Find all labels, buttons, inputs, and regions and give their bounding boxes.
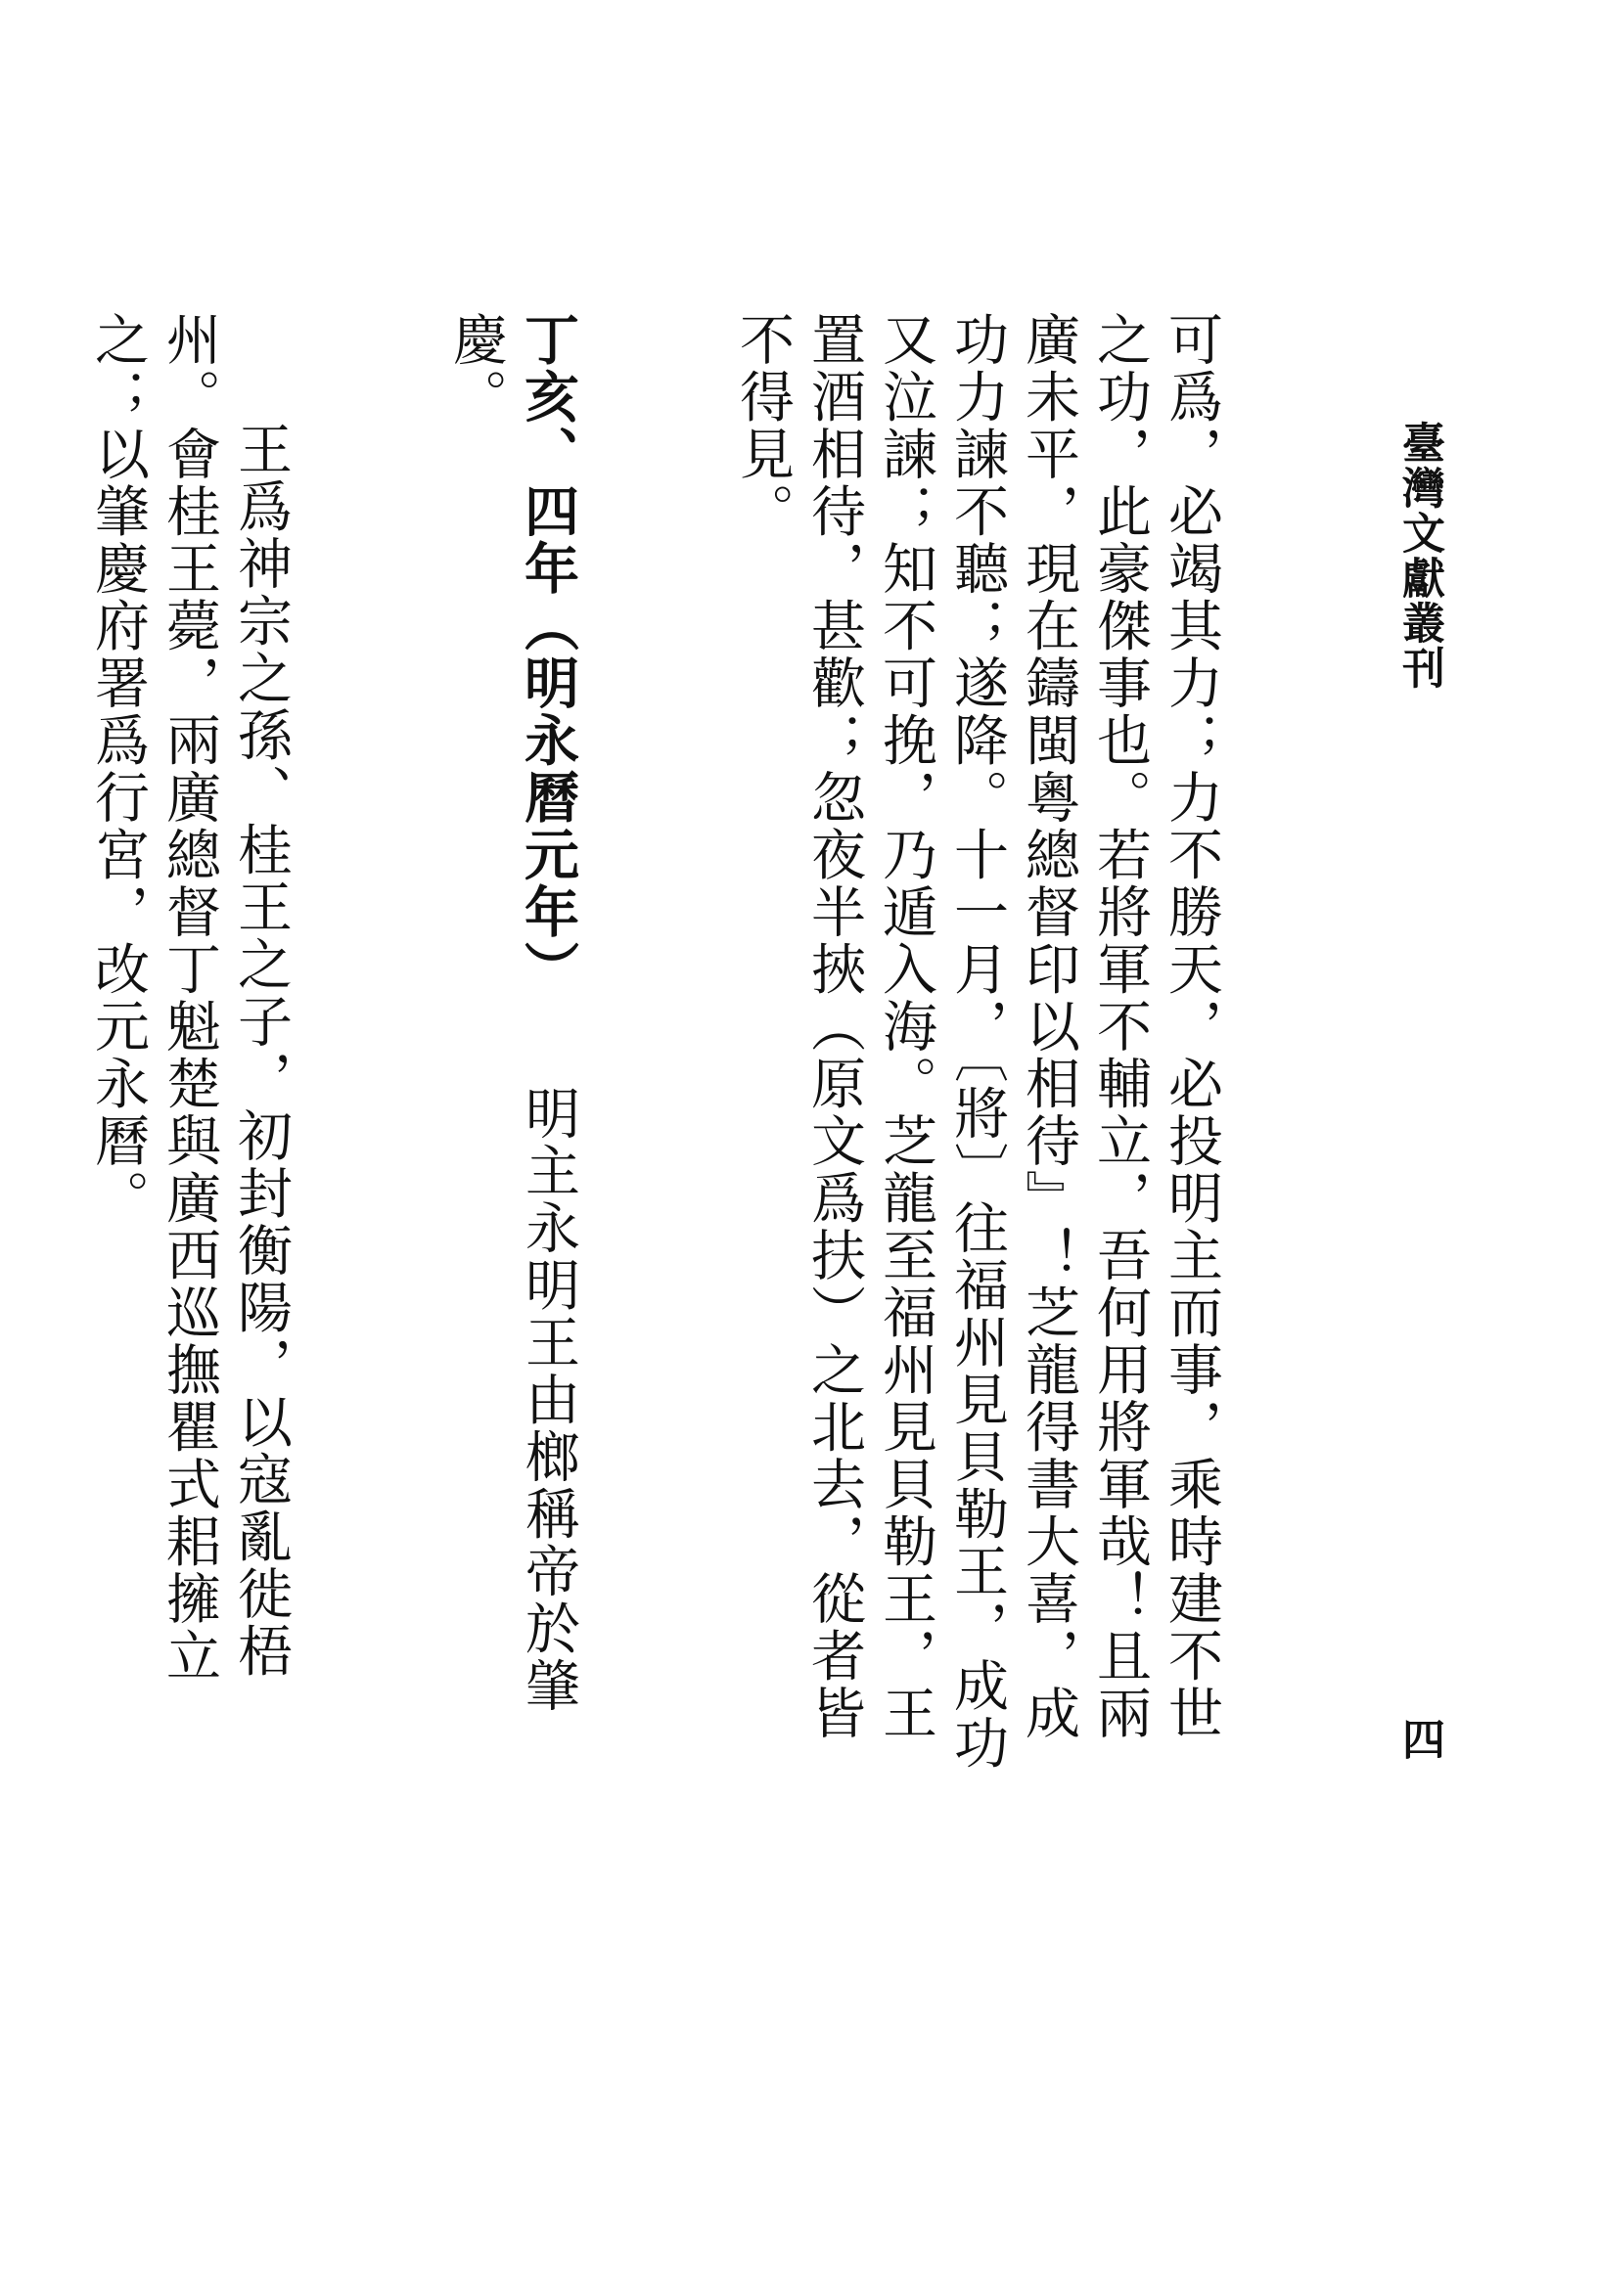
paragraph-yongli-enthronement: 王爲神宗之孫、桂王之子，初封衡陽，以寇亂徙梧州。會桂王薨，兩廣總督丁魁楚與廣西巡撫瞿式耜擁立之；以肇慶府署爲行宮，改元永曆。 <box>86 311 293 1685</box>
paragraph-continuation: 可爲，必竭其力；力不勝天，必投明主而事，乘時建不世之功，此豪傑事也。若將軍不輔立，吾何用將軍哉！且兩廣未平，現在鑄閩粵總督印以相待』！芝龍得書大喜，成功力諫不聽；遂降。十一月，〔將〕往福州見貝勒王，成功又泣諫；知不可挽，乃遁入海。芝龍至福州見貝勒王，王置酒相待，甚歡；忽夜半挾（原文爲扶）之北去，從者皆不得見。 <box>731 311 1223 1772</box>
year-heading <box>439 311 584 1788</box>
year-heading-title: 丁亥、四年（明永曆元年） <box>516 311 580 970</box>
running-title: 臺灣文獻叢刊 <box>1394 421 1444 691</box>
main-text <box>0 311 1370 1788</box>
page-number: 四 <box>1394 1717 1444 1760</box>
year-heading-note: 明主永明王由榔稱帝於肇慶。 <box>444 311 580 1715</box>
